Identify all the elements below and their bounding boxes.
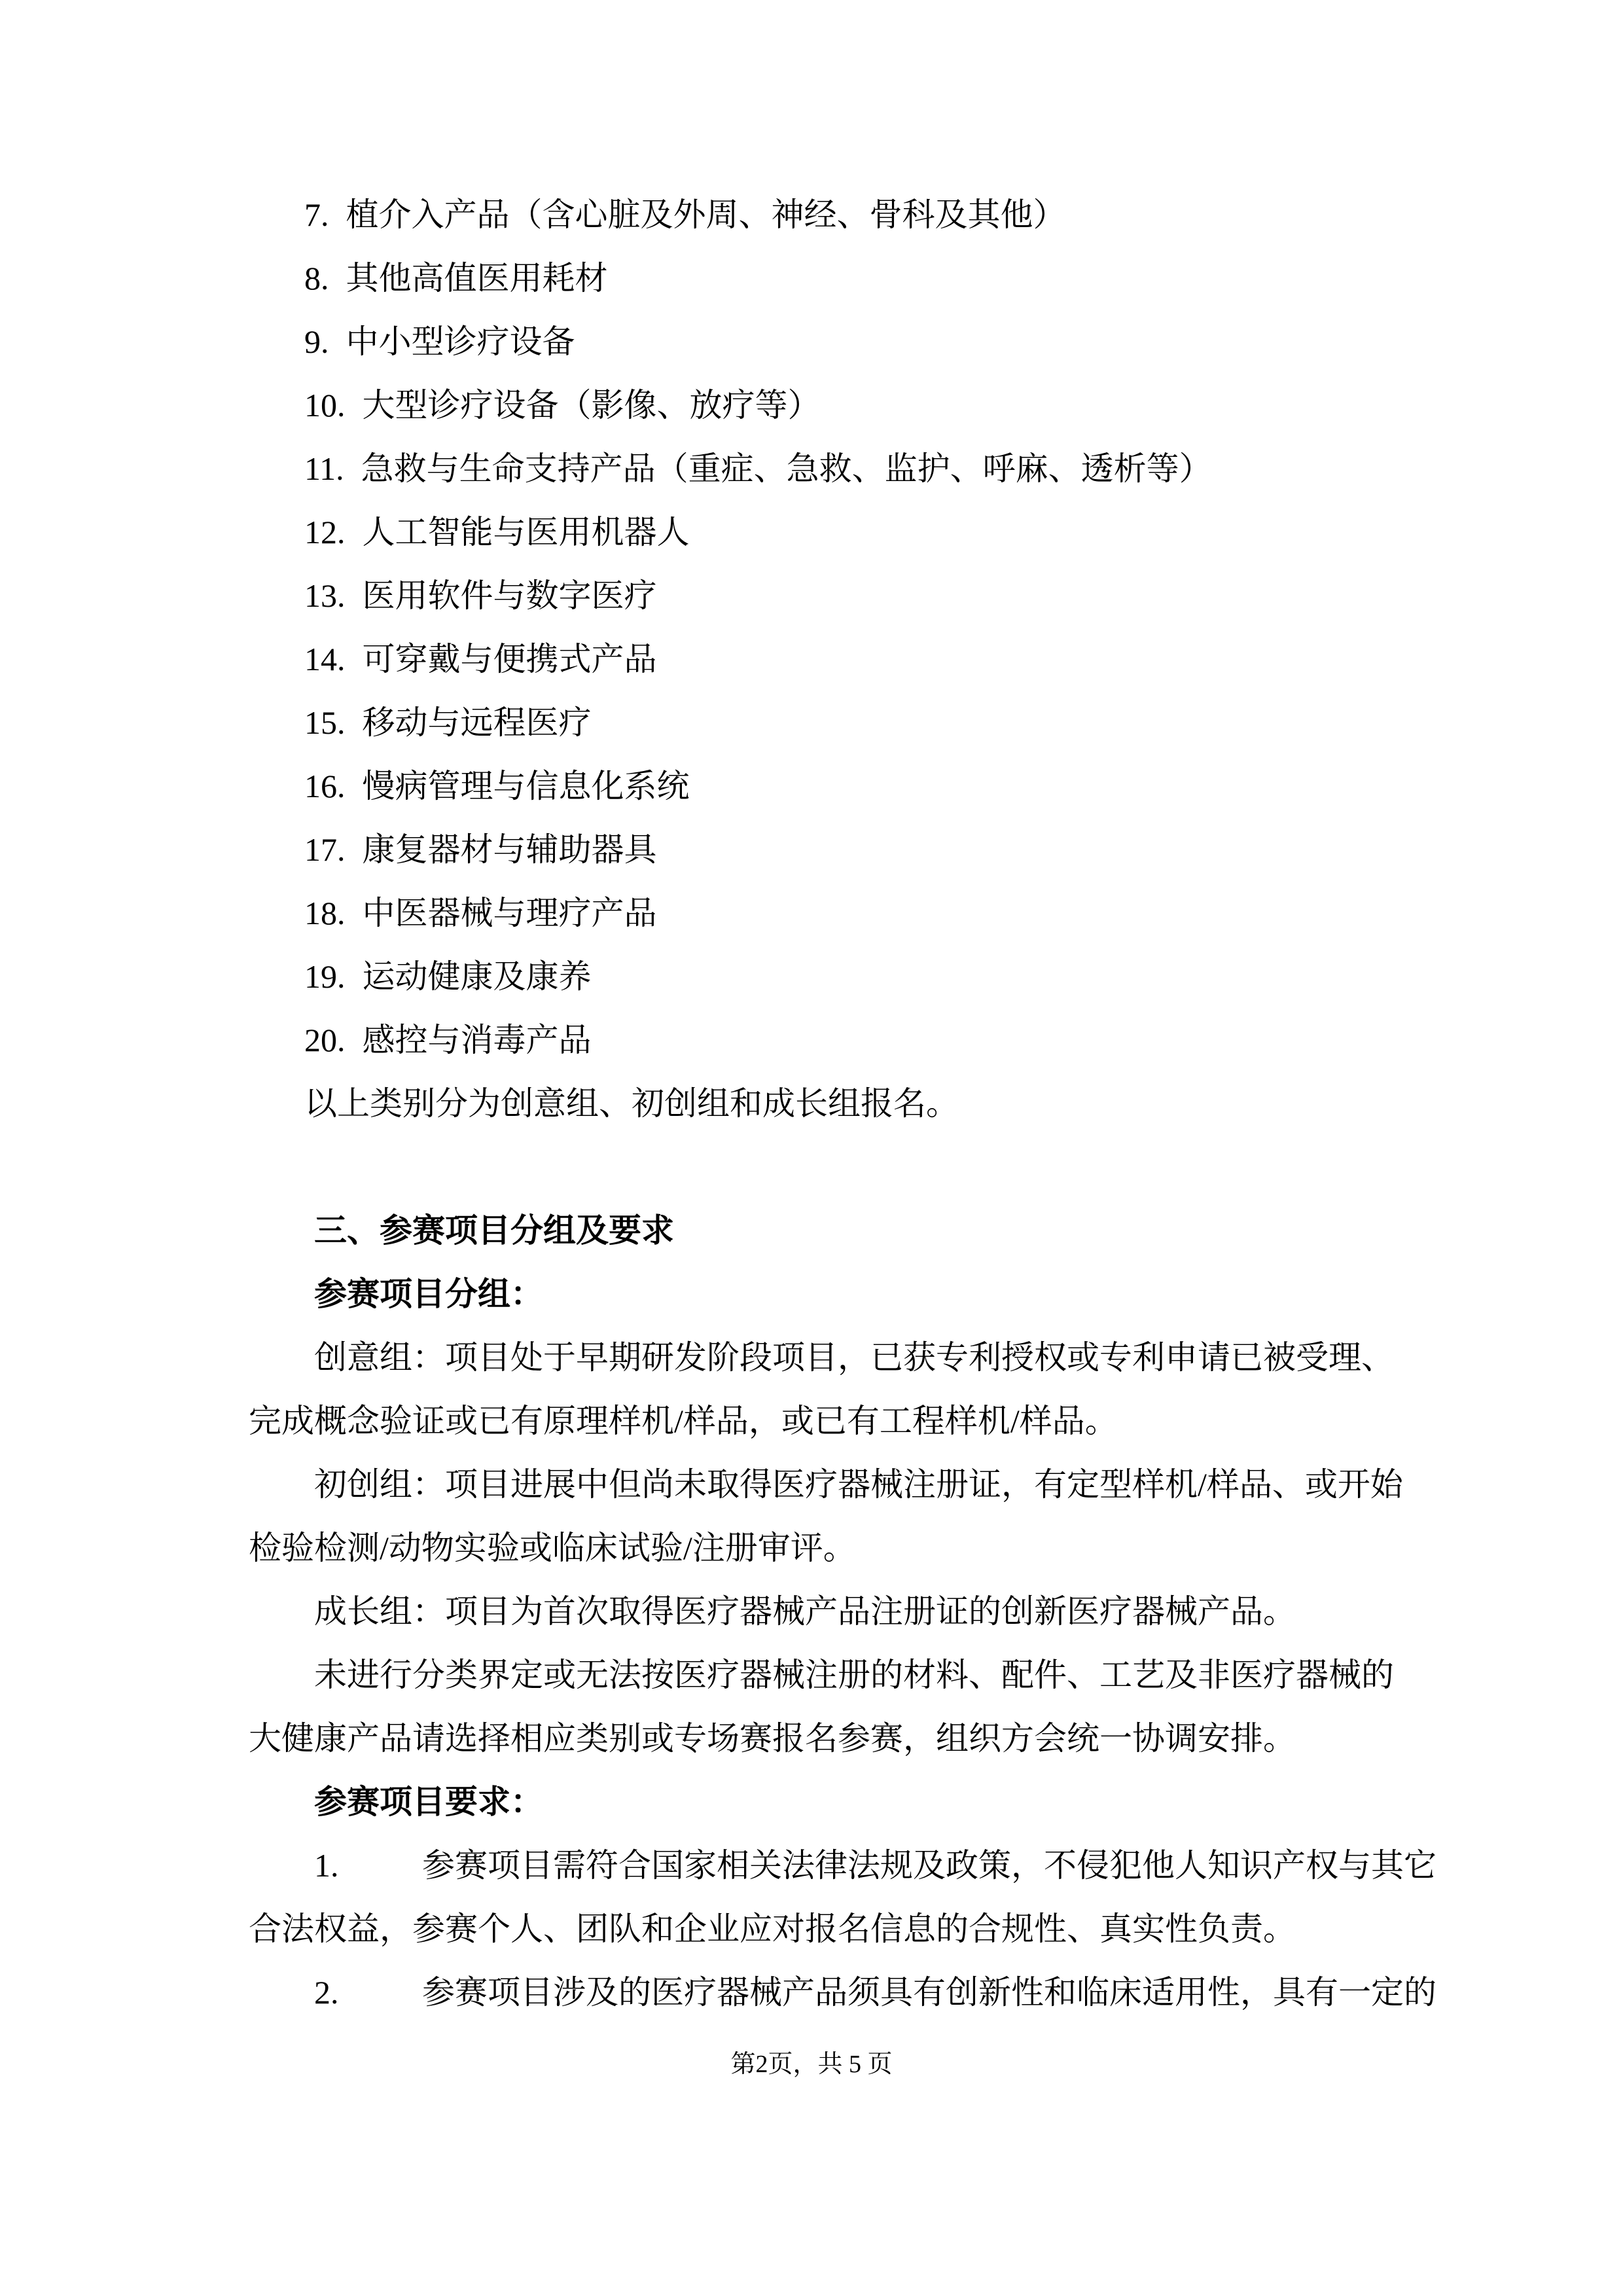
paragraph-line: 合法权益，参赛个人、团队和企业应对报名信息的合规性、真实性负责。: [249, 1910, 1296, 1947]
requirement-item: [249, 1834, 1436, 1897]
list-item-text: 大型诊疗设备（影像、放疗等）: [362, 387, 821, 423]
list-item-number: 16.: [304, 768, 346, 804]
list-item-number: 8.: [304, 260, 329, 296]
list-item: [249, 501, 1374, 564]
list-item-text: 中小型诊疗设备: [346, 323, 575, 360]
list-item-text: 感控与消毒产品: [362, 1022, 592, 1058]
list-item-text: 人工智能与医用机器人: [362, 514, 690, 550]
list-item-number: 18.: [304, 895, 346, 931]
list-item-number: 11.: [304, 450, 344, 487]
list-item-text: 运动健康及康养: [362, 958, 592, 995]
list-item-text: 植介入产品（含心脏及外周、神经、骨科及其他）: [346, 196, 1066, 233]
list-item-number: 9.: [304, 323, 329, 360]
list-item-text: 慢病管理与信息化系统: [362, 768, 690, 804]
list-item-number: 12.: [304, 514, 346, 550]
list-item-text: 移动与远程医疗: [362, 704, 592, 741]
list-item: [249, 691, 1374, 755]
list-item-text: 其他高值医用耗材: [346, 260, 608, 296]
list-item: [249, 183, 1374, 247]
document-body: [249, 183, 1436, 2024]
list-item: [249, 882, 1374, 945]
list-item: [249, 1009, 1374, 1072]
list-item: [249, 945, 1374, 1009]
list-item: [249, 247, 1374, 310]
requirement-text: 参赛项目涉及的医疗器械产品须具有创新性和临床适用性，具有一定的: [422, 1974, 1436, 2011]
paragraph-line: 完成概念验证或已有原理样机/样品，或已有工程样机/样品。: [249, 1403, 1118, 1439]
paragraph-line: 初创组：项目进展中但尚未取得医疗器械注册证，有定型样机/样品、或开始: [314, 1466, 1403, 1503]
list-item-number: 19.: [304, 958, 346, 995]
grouping-heading: 参赛项目分组：: [314, 1276, 543, 1312]
list-item-text: 康复器材与辅助器具: [362, 831, 657, 868]
paragraph-line: 未进行分类界定或无法按医疗器械注册的材料、配件、工艺及非医疗器械的: [314, 1657, 1394, 1693]
list-item-number: 10.: [304, 387, 346, 423]
section-heading: 三、参赛项目分组及要求: [314, 1212, 674, 1249]
requirement-number: 1.: [314, 1847, 339, 1884]
list-item-text: 医用软件与数字医疗: [362, 577, 657, 614]
list-item-text: 急救与生命支持产品（重症、急救、监护、呼麻、透析等）: [361, 450, 1212, 487]
list-item-text: 可穿戴与便携式产品: [362, 641, 657, 677]
page-number-footer: 第2页，共 5 页: [730, 2051, 893, 2078]
list-item: [249, 374, 1374, 437]
list-item: [249, 628, 1374, 691]
list-item: [249, 818, 1374, 882]
list-item-number: 15.: [304, 704, 346, 741]
requirements-heading: 参赛项目要求：: [314, 1784, 543, 1820]
list-item: [249, 564, 1374, 628]
paragraph-line: 成长组：项目为首次取得医疗器械产品注册证的创新医疗器械产品。: [314, 1593, 1296, 1630]
list-item-text: 中医器械与理疗产品: [362, 895, 657, 931]
paragraph-line: 大健康产品请选择相应类别或专场赛报名参赛，组织方会统一协调安排。: [249, 1720, 1296, 1757]
list-item-number: 20.: [304, 1022, 346, 1058]
requirement-item: [249, 1961, 1436, 2024]
requirement-number: 2.: [314, 1974, 339, 2011]
list-item: [249, 310, 1374, 374]
list-item-number: 17.: [304, 831, 346, 868]
list-closing-note: 以上类别分为创意组、初创组和成长组报名。: [304, 1085, 959, 1122]
list-item: [249, 437, 1374, 501]
requirement-text: 参赛项目需符合国家相关法律法规及政策，不侵犯他人知识产权与其它: [422, 1847, 1436, 1884]
list-item-number: 7.: [304, 196, 329, 233]
list-item-number: 14.: [304, 641, 346, 677]
paragraph-line: 检验检测/动物实验或临床试验/注册审评。: [249, 1530, 856, 1566]
list-item: [249, 755, 1374, 818]
list-item-number: 13.: [304, 577, 346, 614]
blank-line: [249, 1136, 1374, 1199]
paragraph-line: 创意组：项目处于早期研发阶段项目，已获专利授权或专利申请已被受理、: [314, 1339, 1394, 1376]
